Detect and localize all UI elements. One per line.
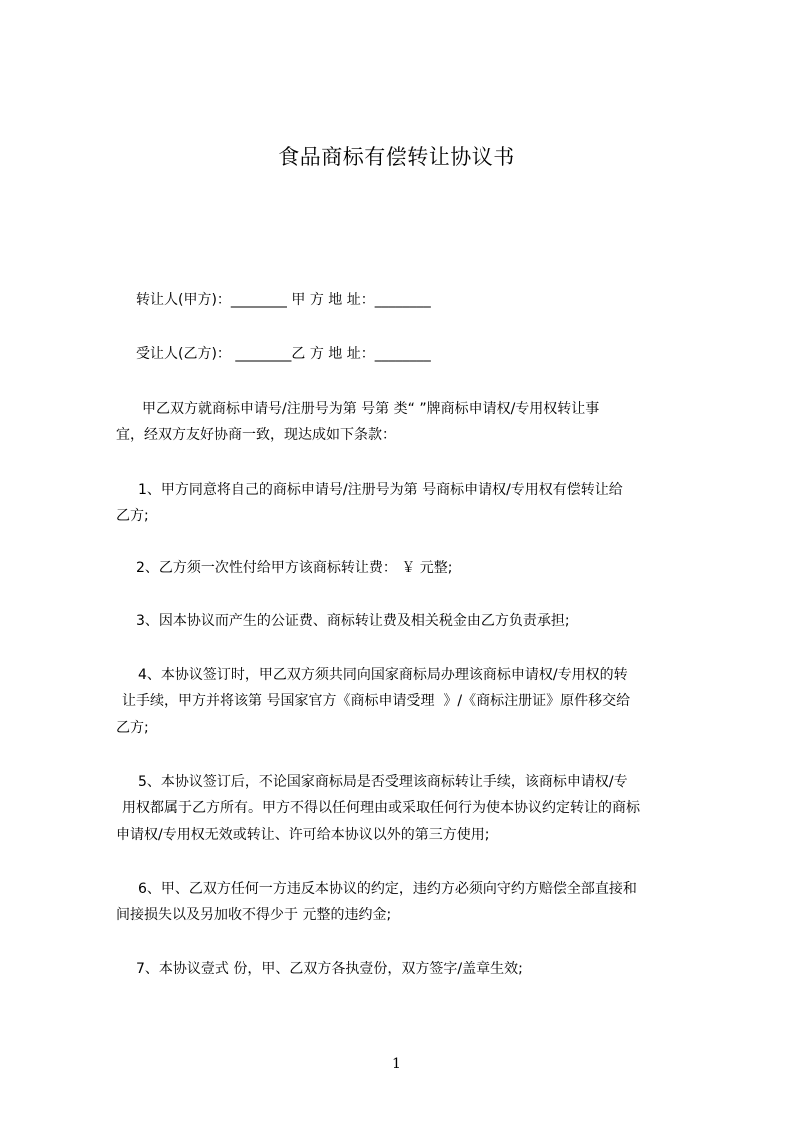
clause-7-line-1: 7、本协议壹式 份，甲、乙双方各执壹份，双方签字/盖章生效; bbox=[136, 961, 523, 977]
clause-2-line-1: 2、乙方须一次性付给甲方该商标转让费： ￥ 元整; bbox=[136, 560, 453, 576]
clause-1-line-2: 乙方; bbox=[116, 508, 149, 524]
clause-5-line-3: 申请权/专用权无效或转让、许可给本协议以外的第三方使用; bbox=[116, 827, 490, 843]
intro-line-2: 宜，经双方友好协商一致，现达成如下条款： bbox=[116, 427, 396, 443]
clause-4-line-3: 乙方; bbox=[116, 720, 149, 736]
intro-line-1: 甲乙双方就商标申请号/注册号为第 号第 类“ ”牌商标申请权/专用权转让事 bbox=[142, 401, 600, 417]
clause-1-line-1: 1、甲方同意将自己的商标申请号/注册号为第 号商标申请权/专用权有偿转让给 bbox=[138, 482, 623, 498]
party-a-line: 转让人(甲方)：________ 甲 方 地 址：________ bbox=[136, 292, 431, 308]
clause-5-line-1: 5、本协议签订后，不论国家商标局是否受理该商标转让手续，该商标申请权/专 bbox=[138, 774, 628, 790]
clause-6-line-1: 6、甲、乙双方任何一方违反本协议的约定，违约方必须向守约方赔偿全部直接和 bbox=[138, 881, 637, 897]
clause-4-line-1: 4、本协议签订时，甲乙双方须共同向国家商标局办理该商标申请权/专用权的转 bbox=[138, 667, 628, 683]
party-b-line: 受让人(乙方)： ________乙 方 地 址：________ bbox=[136, 346, 431, 362]
clause-5-line-2: 用权都属于乙方所有。甲方不得以任何理由或采取任何行为使本协议约定转让的商标 bbox=[122, 800, 640, 816]
clause-6-line-2: 间接损失以及另加收不得少于 元整的违约金; bbox=[116, 907, 392, 923]
page-number: 1 bbox=[392, 1056, 401, 1072]
document-title: 食品商标有偿转让协议书 bbox=[278, 145, 515, 169]
clause-3-line-1: 3、因本协议而产生的公证费、商标转让费及相关税金由乙方负责承担; bbox=[136, 613, 570, 629]
clause-4-line-2: 让手续，甲方并将该第 号国家官方《商标申请受理 》/《商标注册证》原件移交给 bbox=[122, 693, 631, 709]
